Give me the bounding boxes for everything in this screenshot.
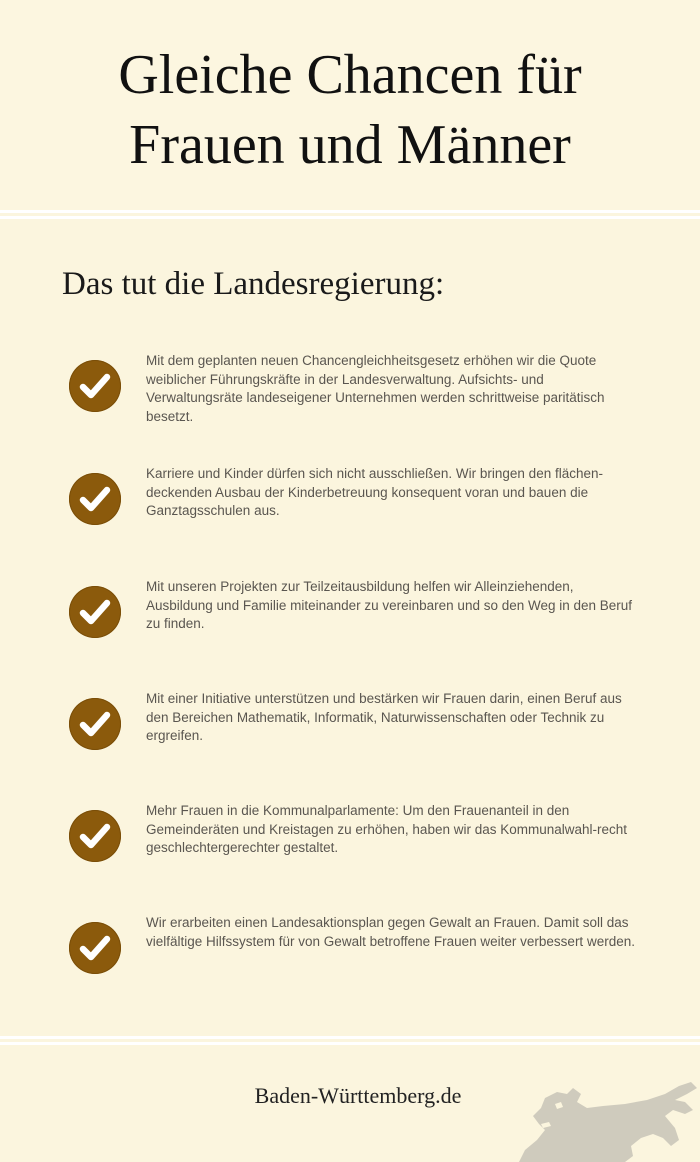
checkmark-icon <box>69 810 121 862</box>
item-text: Karriere und Kinder dürfen sich nicht ausschließen. Wir bringen den flächen-deckenden Ausbau der Kinderbetreuung konsequent voran und bauen die Ganztagsschulen aus. <box>146 466 603 518</box>
item-text: Mit unseren Projekten zur Teilzeitausbildung helfen wir Alleinziehenden, Ausbildung und Familie miteinander zu vereinbaren und so den Weg in den Beruf zu finden. <box>146 579 633 631</box>
title-line-2: Frauen und Männer <box>129 114 571 176</box>
title-line-1: Gleiche Chancen für <box>118 44 582 106</box>
header <box>0 0 700 210</box>
section-subtitle: Das tut die Landesregierung: <box>62 266 445 302</box>
checkmark-icon <box>69 586 121 638</box>
checkmark-icon <box>69 360 121 412</box>
divider-bottom <box>0 1036 700 1045</box>
list-item <box>0 915 700 1012</box>
list-item <box>0 803 700 900</box>
item-text: Mehr Frauen in die Kommunalparlamente: Um den Frauenanteil in den Gemeinderäten und Kreistagen zu erhöhen, haben wir das Kommunalwahl-recht geschlechtergerechter gestaltet. <box>146 803 628 855</box>
list-item <box>0 691 700 788</box>
item-text: Mit dem geplanten neuen Chancengleichheitsgesetz erhöhen wir die Quote weiblicher Führungskräfte in der Landesverwaltung. Aufsichts- und Verwaltungsräte landeseigener Unternehmen werden schrittweise paritätisch besetzt. <box>146 353 605 424</box>
checkmark-icon <box>69 922 121 974</box>
item-text: Mit einer Initiative unterstützen und bestärken wir Frauen darin, einen Beruf aus den Bereichen Mathematik, Informatik, Naturwissenschaften oder Technik zu ergreifen. <box>146 691 622 743</box>
divider-top <box>0 210 700 219</box>
footer-site-link[interactable]: Baden-Württemberg.de <box>254 1083 462 1108</box>
page-title <box>0 40 700 180</box>
list-item <box>0 579 700 676</box>
list-item <box>0 466 700 563</box>
item-text: Wir erarbeiten einen Landesaktionsplan gegen Gewalt an Frauen. Damit soll das vielfältige Hilfssystem für von Gewalt betroffene Frauen weiter verbessert werden. <box>146 915 635 949</box>
checkmark-icon <box>69 698 121 750</box>
list-item <box>0 353 700 450</box>
checkmark-icon <box>69 473 121 525</box>
lion-logo-icon <box>515 1080 700 1162</box>
